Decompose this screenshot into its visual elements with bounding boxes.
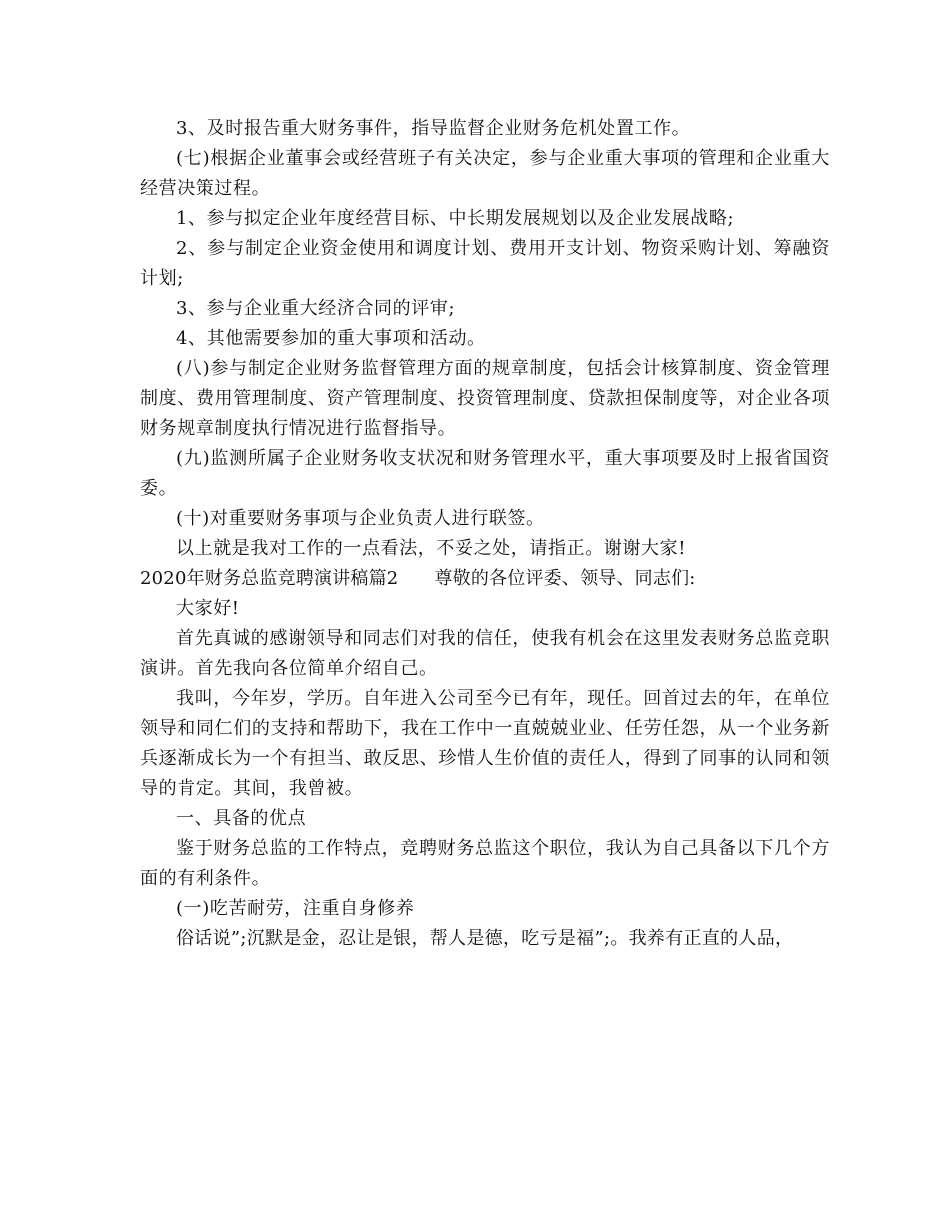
paragraph: 我叫，今年岁，学历。自年进入公司至今已有年，现任。回首过去的年，在单位领导和同仁们的支持和帮助下，我在工作中一直兢兢业业、任劳任怨，从一个业务新兵逐渐成长为一个有担当、敢反思、珍惜人生价值的责任人，得到了同事的认同和领导的肯定。其间，我曾被。: [140, 688, 830, 799]
paragraph: 一、具备的优点: [176, 808, 307, 829]
section-heading-line: [140, 564, 830, 594]
paragraph: (一)吃苦耐劳，注重自身修养: [176, 898, 415, 919]
paragraph: 1、参与拟定企业年度经营目标、中长期发展规划以及企业发展战略;: [176, 208, 735, 229]
paragraph: (十)对重要财务事项与企业负责人进行联签。: [176, 508, 545, 529]
document-body: [140, 114, 830, 954]
paragraph-last-line: 俗话说”;沉默是金，忍让是银，帮人是德，吃亏是福”;。我养有正直的人品，: [176, 928, 794, 949]
section-title: 2020年财务总监竞聘演讲稿篇2: [140, 568, 399, 589]
paragraph: 3、及时报告重大财务事件，指导监督企业财务危机处置工作。: [176, 118, 691, 139]
paragraph: 鉴于财务总监的工作特点，竞聘财务总监这个职位，我认为自己具备以下几个方面的有利条件。: [140, 838, 830, 889]
paragraph: (九)监测所属子企业财务收支状况和财务管理水平，重大事项要及时上报省国资委。: [140, 448, 830, 499]
paragraph: 首先真诚的感谢领导和同志们对我的信任，使我有机会在这里发表财务总监竞职演讲。首先我向各位简单介绍自己。: [140, 628, 830, 679]
paragraph: 2、参与制定企业资金使用和调度计划、费用开支计划、物资采购计划、筹融资计划;: [140, 238, 830, 289]
paragraph: 3、参与企业重大经济合同的评审;: [176, 298, 456, 319]
paragraph: (七)根据企业董事会或经营班子有关决定，参与企业重大事项的管理和企业重大经营决策过程。: [140, 148, 830, 199]
salutation: 尊敬的各位评委、领导、同志们:: [434, 568, 696, 589]
paragraph: 大家好!: [176, 598, 240, 619]
paragraph: (八)参与制定企业财务监督管理方面的规章制度，包括会计核算制度、资金管理制度、费用管理制度、资产管理制度、投资管理制度、贷款担保制度等，对企业各项财务规章制度执行情况进行监督指导。: [140, 358, 830, 439]
paragraph: 以上就是我对工作的一点看法，不妥之处，请指正。谢谢大家!: [176, 538, 687, 559]
paragraph: 4、其他需要参加的重大事项和活动。: [176, 328, 486, 349]
